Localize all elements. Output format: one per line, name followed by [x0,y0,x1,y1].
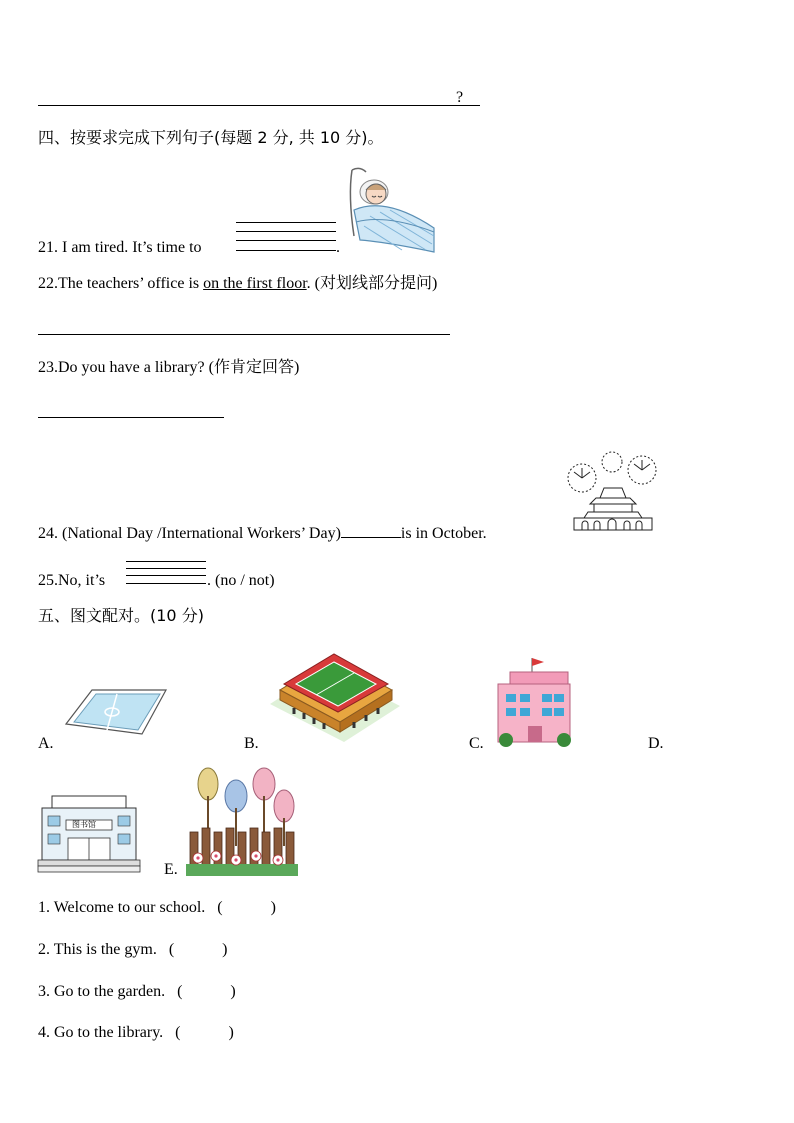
match-item-4 [38,1023,234,1043]
sleeping-girl-image [346,166,438,254]
q22-post: . (对划线部分提问) [306,275,438,292]
option-d-label: D. [648,735,664,752]
match-item-4-answer[interactable]: ( ) [175,1024,234,1041]
q23-text: 23.Do you have a library? (作肯定回答) [38,359,300,376]
option-b-label: B. [244,735,259,752]
court-image [62,684,170,740]
garden-image [186,766,298,876]
q25-text: 25.No, it’s [38,572,106,589]
q24-blank[interactable] [341,537,401,538]
q22-answer-line[interactable] [38,334,450,335]
match-item-2-text: 2. This is the gym. [38,941,157,958]
option-c-label: C. [469,735,484,752]
match-item-3 [38,982,236,1002]
school-building-image [496,656,578,746]
section-4-title: 四、按要求完成下列句子(每题 2 分, 共 10 分)。 [38,128,384,147]
q25-four-line-blank[interactable] [126,561,206,587]
q22-underlined: on the first floor [203,275,307,292]
option-e-label: E. [164,861,178,878]
match-item-4-text: 4. Go to the library. [38,1024,164,1041]
q22-text [38,274,437,294]
match-item-2-answer[interactable]: ( ) [168,941,228,958]
section-5-title: 五、图文配对。(10 分) [38,606,204,625]
match-item-3-answer[interactable]: ( ) [177,983,236,1000]
library-image [38,794,140,874]
national-day-image [560,448,666,532]
answer-line-top [38,105,480,106]
q21-text: 21. I am tired. It’s time to [38,239,202,256]
match-item-1-answer[interactable]: ( ) [217,899,276,916]
library-sign-text: 图书馆 [72,820,96,829]
stadium-image [266,646,402,746]
q23-answer-line[interactable] [38,417,224,418]
question-mark: ? [456,89,464,106]
q21-period: . [336,239,340,256]
q25-post: . (no / not) [207,572,275,589]
match-item-1-text: 1. Welcome to our school. [38,899,206,916]
q24-text [38,524,487,544]
match-item-3-text: 3. Go to the garden. [38,983,166,1000]
q24-pre: 24. (National Day /International Workers’ Day) [38,525,341,542]
match-item-2 [38,940,227,960]
q21-four-line-blank[interactable] [236,222,336,254]
q24-post: is in October. [400,525,487,542]
option-a-label: A. [38,735,54,752]
q22-pre: 22.The teachers’ office is [38,275,204,292]
match-item-1 [38,898,276,918]
